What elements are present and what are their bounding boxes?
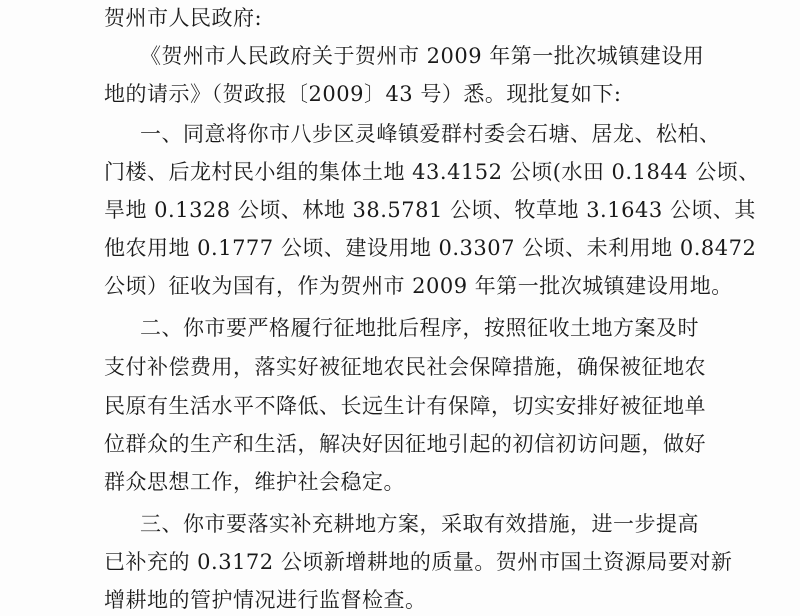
paragraph-line: 他农用地 0.1777 公顷、建设用地 0.3307 公顷、未利用地 0.8472 xyxy=(104,236,757,260)
paragraph-line: 门楼、后龙村民小组的集体土地 43.4152 公顷(水田 0.1844 公顷、 xyxy=(104,160,760,184)
paragraph-line: 群众思想工作，维护社会稳定。 xyxy=(104,470,405,494)
paragraph-line: 一、同意将你市八步区灵峰镇爱群村委会石塘、居龙、松柏、 xyxy=(140,122,721,146)
paragraph-line: 《贺州市人民政府关于贺州市 2009 年第一批次城镇建设用 xyxy=(140,44,705,68)
paragraph-line: 三、你市要落实补充耕地方案，采取有效措施，进一步提高 xyxy=(140,512,699,536)
paragraph-line: 地的请示》（贺政报〔2009〕43 号）悉。现批复如下: xyxy=(104,82,622,106)
paragraph-line: 已补充的 0.3172 公顷新增耕地的质量。贺州市国土资源局要对新 xyxy=(104,550,733,574)
paragraph-line: 二、你市要严格履行征地批后程序，按照征收土地方案及时 xyxy=(140,316,699,340)
paragraph-line: 支付补偿费用，落实好被征地农民社会保障措施，确保被征地农 xyxy=(104,355,706,379)
addressee-line: 贺州市人民政府: xyxy=(104,6,263,30)
paragraph-line: 增耕地的管护情况进行监督检查。 xyxy=(104,588,427,612)
paragraph-line: 旱地 0.1328 公顷、林地 38.5781 公顷、牧草地 3.1643 公顷、其 xyxy=(104,198,756,222)
paragraph-line: 位群众的生产和生活，解决好因征地引起的初信初访问题，做好 xyxy=(104,432,706,456)
paragraph-line: 民原有生活水平不降低、长远生计有保障，切实安排好被征地单 xyxy=(104,394,706,418)
paragraph-line: 公顷）征收为国有，作为贺州市 2009 年第一批次城镇建设用地。 xyxy=(104,274,733,298)
